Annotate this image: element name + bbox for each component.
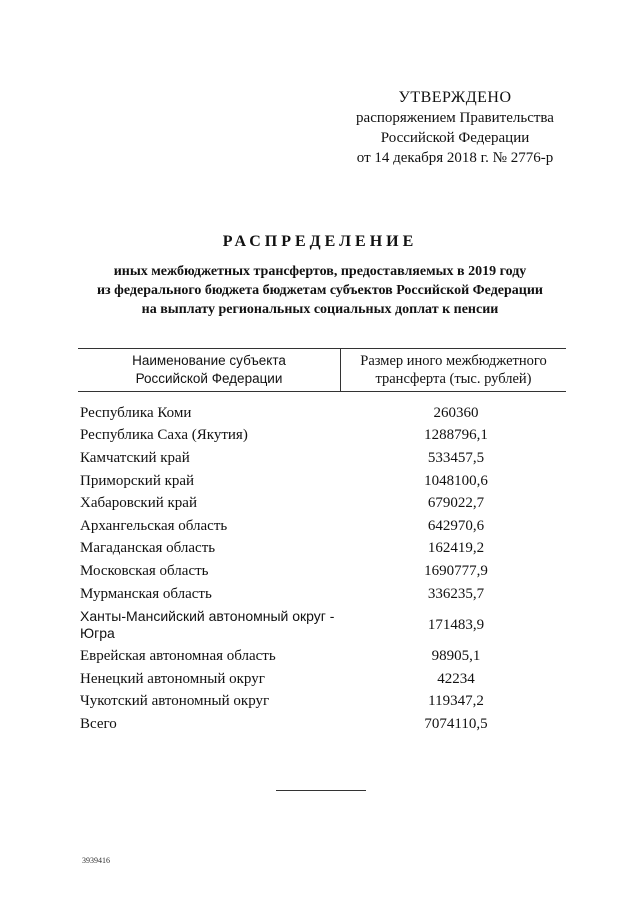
region-name: Еврейская автономная область [80, 648, 276, 665]
table-row [80, 425, 560, 448]
region-name: Ханты-Мансийский автономный округ - Югра [80, 608, 335, 642]
table-header [78, 348, 566, 392]
transfer-amount: 119347,2 [428, 693, 484, 710]
transfer-amount: 336235,7 [427, 585, 485, 602]
header-region-line-1: Наименование субъекта [132, 353, 286, 368]
transfer-amount: 42234 [437, 670, 475, 687]
region-name: Хабаровский край [80, 495, 197, 512]
transfer-amount: 162419,2 [427, 540, 485, 557]
end-divider [276, 790, 366, 791]
region-name: Архангельская область [80, 517, 228, 534]
table-row [80, 538, 560, 561]
transfer-amount: 1690777,9 [424, 562, 488, 579]
transfer-amount: 533457,5 [427, 449, 485, 466]
document-subtitle [60, 262, 580, 319]
total-amount: 7074110,5 [424, 715, 488, 732]
region-name: Чукотский автономный округ [80, 693, 270, 710]
table-row [80, 470, 560, 493]
header-region-line-2: Российской Федерации [135, 371, 283, 386]
transfer-amount: 260360 [433, 404, 479, 421]
document-title: РАСПРЕДЕЛЕНИЕ [222, 233, 418, 250]
table-row [80, 645, 560, 668]
region-name: Камчатский край [80, 449, 190, 466]
table-body [80, 402, 560, 736]
transfer-amount: 679022,7 [427, 495, 485, 512]
table-row [80, 402, 560, 425]
table-row [80, 691, 560, 714]
subtitle-line-3: на выплату региональных социальных доплат к пенсии [141, 302, 499, 317]
table-row [80, 515, 560, 538]
transfer-amount: 98905,1 [431, 648, 481, 665]
table-row [80, 583, 560, 606]
approval-stamp [330, 88, 580, 168]
region-name: Республика Коми [80, 404, 192, 421]
region-name: Московская область [80, 562, 209, 579]
region-name: Ненецкий автономный округ [80, 670, 265, 687]
region-name: Мурманская область [80, 585, 212, 602]
region-name: Магаданская область [80, 540, 216, 557]
region-name: Приморский край [80, 472, 195, 489]
header-amount-line-2: трансферта (тыс. рублей) [375, 371, 532, 387]
header-region-name [78, 349, 341, 391]
table-row [80, 447, 560, 470]
transfer-amount: 1288796,1 [424, 427, 488, 444]
table-row [80, 668, 560, 691]
transfer-amount: 171483,9 [427, 616, 485, 633]
header-amount-line-1: Размер иного межбюджетного [360, 353, 547, 369]
approval-line-1: распоряжением Правительства [356, 110, 554, 126]
subtitle-line-1: иных межбюджетных трансфертов, предоставляемых в 2019 году [113, 264, 527, 279]
header-transfer-amount [341, 349, 566, 391]
region-name: Республика Саха (Якутия) [80, 427, 248, 444]
table-row [80, 492, 560, 515]
transfer-amount: 642970,6 [427, 517, 485, 534]
total-label: Всего [80, 715, 117, 732]
document-code: 3939416 [82, 856, 110, 865]
table-row [80, 560, 560, 583]
table-row-total [80, 713, 560, 736]
approval-line-3: от 14 декабря 2018 г. № 2776-р [356, 150, 554, 166]
approval-heading: УТВЕРЖДЕНО [398, 89, 512, 106]
approval-line-2: Российской Федерации [380, 130, 530, 146]
subtitle-line-2: из федерального бюджета бюджетам субъектов Российской Федерации [96, 283, 543, 298]
transfer-amount: 1048100,6 [424, 472, 488, 489]
table-row [80, 605, 560, 645]
